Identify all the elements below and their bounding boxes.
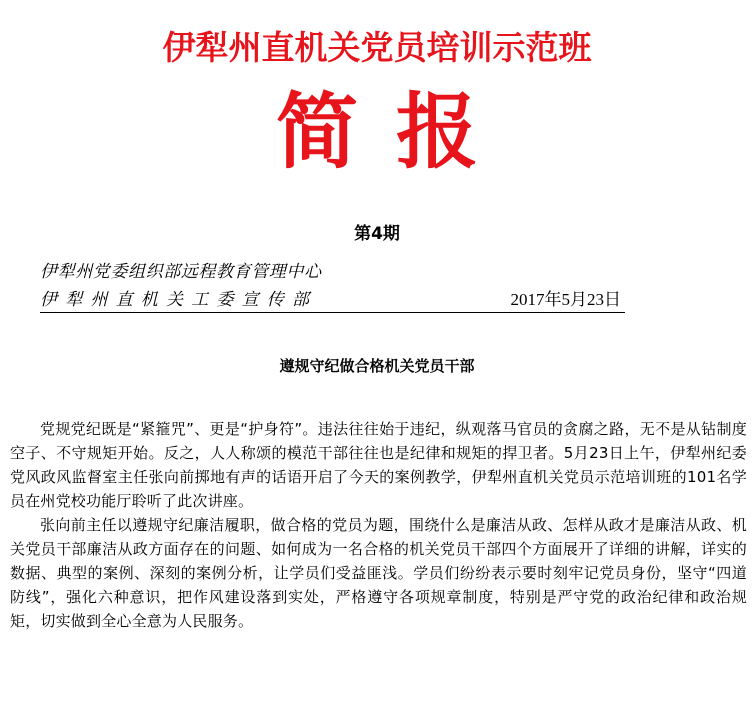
- issue-date: 2017年5月23日: [510, 290, 621, 309]
- bulletin-heading: 简报: [275, 84, 516, 180]
- article-body: [10, 417, 747, 633]
- issue-number: 第4期: [354, 224, 400, 244]
- issuer-department-row: [40, 288, 625, 313]
- article-paragraph: 党规党纪既是“紧箍咒”、更是“护身符”。违法往往始于违纪，纵观落马官员的贪腐之路，无不是从钻制度空子、不守规矩开始。反之，人人称颂的模范干部往往也是纪律和规矩的捍卫者。5月23日上午，伊犁州纪委党风政风监督室主任张向前掷地有声的话语开启了今天的案例教学，伊犁州直机关党员示范培训班的101名学员在州党校功能厅聆听了此次讲座。: [10, 420, 747, 510]
- issuer-organization: 伊犁州党委组织部远程教育管理中心: [40, 262, 322, 282]
- article-title: 遵规守纪做合格机关党员干部: [279, 357, 475, 375]
- issuer-department: 伊犁州直机关工委宣传部: [40, 290, 318, 310]
- masthead-title: 伊犁州直机关党员培训示范班: [162, 28, 592, 67]
- article-paragraph: 张向前主任以遵规守纪廉洁履职，做合格的党员为题，围绕什么是廉洁从政、怎样从政才是廉洁从政、机关党员干部廉洁从政方面存在的问题、如何成为一名合格的机关党员干部四个方面展开了详细的讲解，详实的数据、典型的案例、深刻的案例分析，让学员们受益匪浅。学员们纷纷表示要时刻牢记党员身份，坚守“四道防线”，强化六种意识，把作风建设落到实处，严格遵守各项规章制度，特别是严守党的政治纪律和政治规矩，切实做到全心全意为人民服务。: [10, 516, 747, 630]
